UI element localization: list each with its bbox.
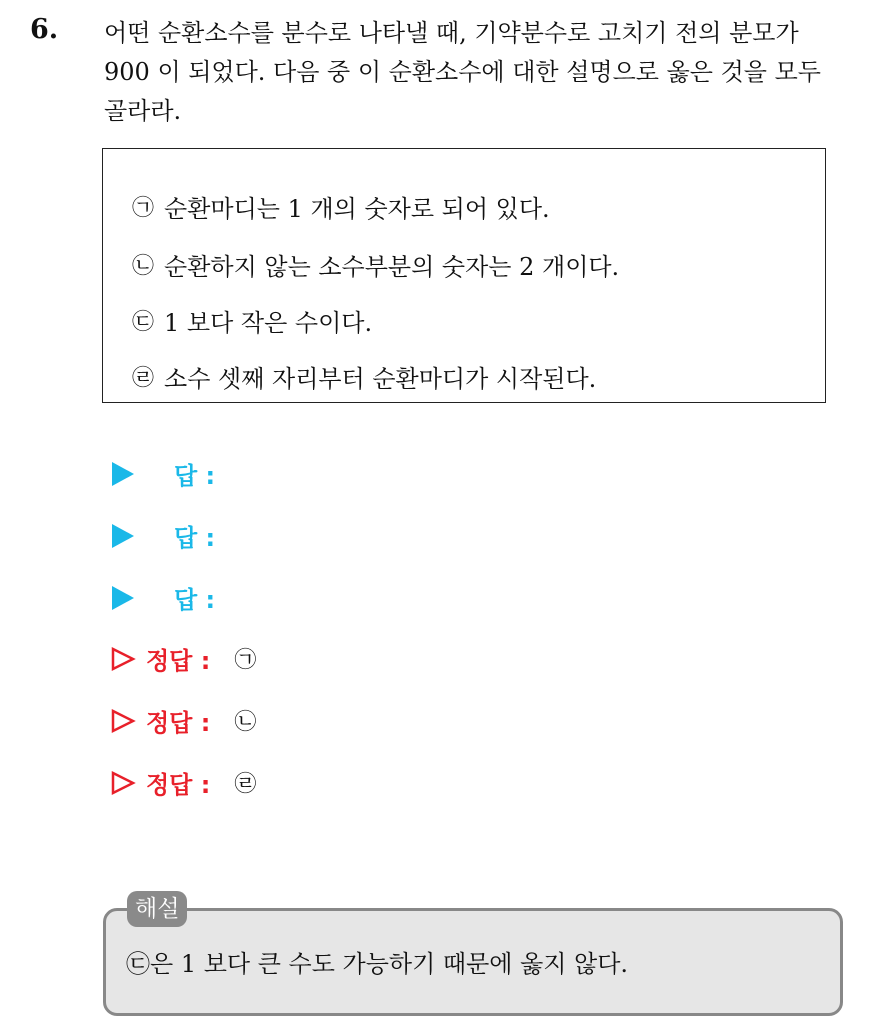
correct-answer-label: 정답 : bbox=[146, 709, 211, 737]
question-line: 어떤 순환소수를 분수로 나타낼 때, 기약분수로 고치기 전의 분모가 bbox=[104, 19, 799, 47]
correct-answer-value: ㉠ bbox=[234, 648, 257, 673]
answer-prompt bbox=[112, 518, 215, 553]
choice-item bbox=[132, 189, 550, 224]
question-line: 900 이 되었다. 다음 중 이 순환소수에 대한 설명으로 옳은 것을 모두 bbox=[104, 58, 821, 86]
answer-prompt bbox=[112, 456, 215, 491]
choice-item bbox=[132, 247, 619, 282]
correct-answer-label: 정답 : bbox=[146, 647, 211, 675]
outline-triangle-icon bbox=[110, 770, 136, 796]
question-number: 6. bbox=[30, 14, 59, 45]
choice-item bbox=[132, 359, 596, 394]
choice-text: 순환마디는 1 개의 숫자로 되어 있다. bbox=[164, 195, 550, 223]
choice-mark: ㉢ bbox=[132, 310, 155, 335]
explanation-text: ㉢은 1 보다 큰 수도 가능하기 때문에 옳지 않다. bbox=[126, 950, 629, 978]
outline-triangle-icon bbox=[110, 708, 136, 734]
correct-answer-value: ㉣ bbox=[234, 772, 257, 797]
correct-answer-label: 정답 : bbox=[146, 771, 211, 799]
choice-item bbox=[132, 303, 372, 338]
question-line: 골라라. bbox=[104, 97, 182, 125]
question-text bbox=[104, 14, 874, 131]
answer-label: 답 : bbox=[174, 586, 216, 614]
choice-text: 소수 셋째 자리부터 순환마디가 시작된다. bbox=[164, 365, 597, 393]
choice-mark: ㉠ bbox=[132, 196, 155, 221]
choice-text: 순환하지 않는 소수부분의 숫자는 2 개이다. bbox=[164, 253, 620, 281]
answer-prompt bbox=[112, 580, 215, 615]
choice-mark: ㉣ bbox=[132, 366, 155, 391]
answer-label: 답 : bbox=[174, 462, 216, 490]
outline-triangle-icon bbox=[110, 646, 136, 672]
correct-answer bbox=[110, 703, 256, 738]
correct-answer-value: ㉡ bbox=[234, 710, 257, 735]
choice-mark: ㉡ bbox=[132, 254, 155, 279]
explanation-tag: 해설 bbox=[127, 891, 187, 927]
answer-label: 답 : bbox=[174, 524, 216, 552]
choice-text: 1 보다 작은 수이다. bbox=[164, 309, 373, 337]
play-triangle-icon bbox=[112, 524, 134, 548]
play-triangle-icon bbox=[112, 462, 134, 486]
correct-answer bbox=[110, 765, 256, 800]
choices-box bbox=[102, 148, 826, 403]
play-triangle-icon bbox=[112, 586, 134, 610]
correct-answer bbox=[110, 641, 256, 676]
